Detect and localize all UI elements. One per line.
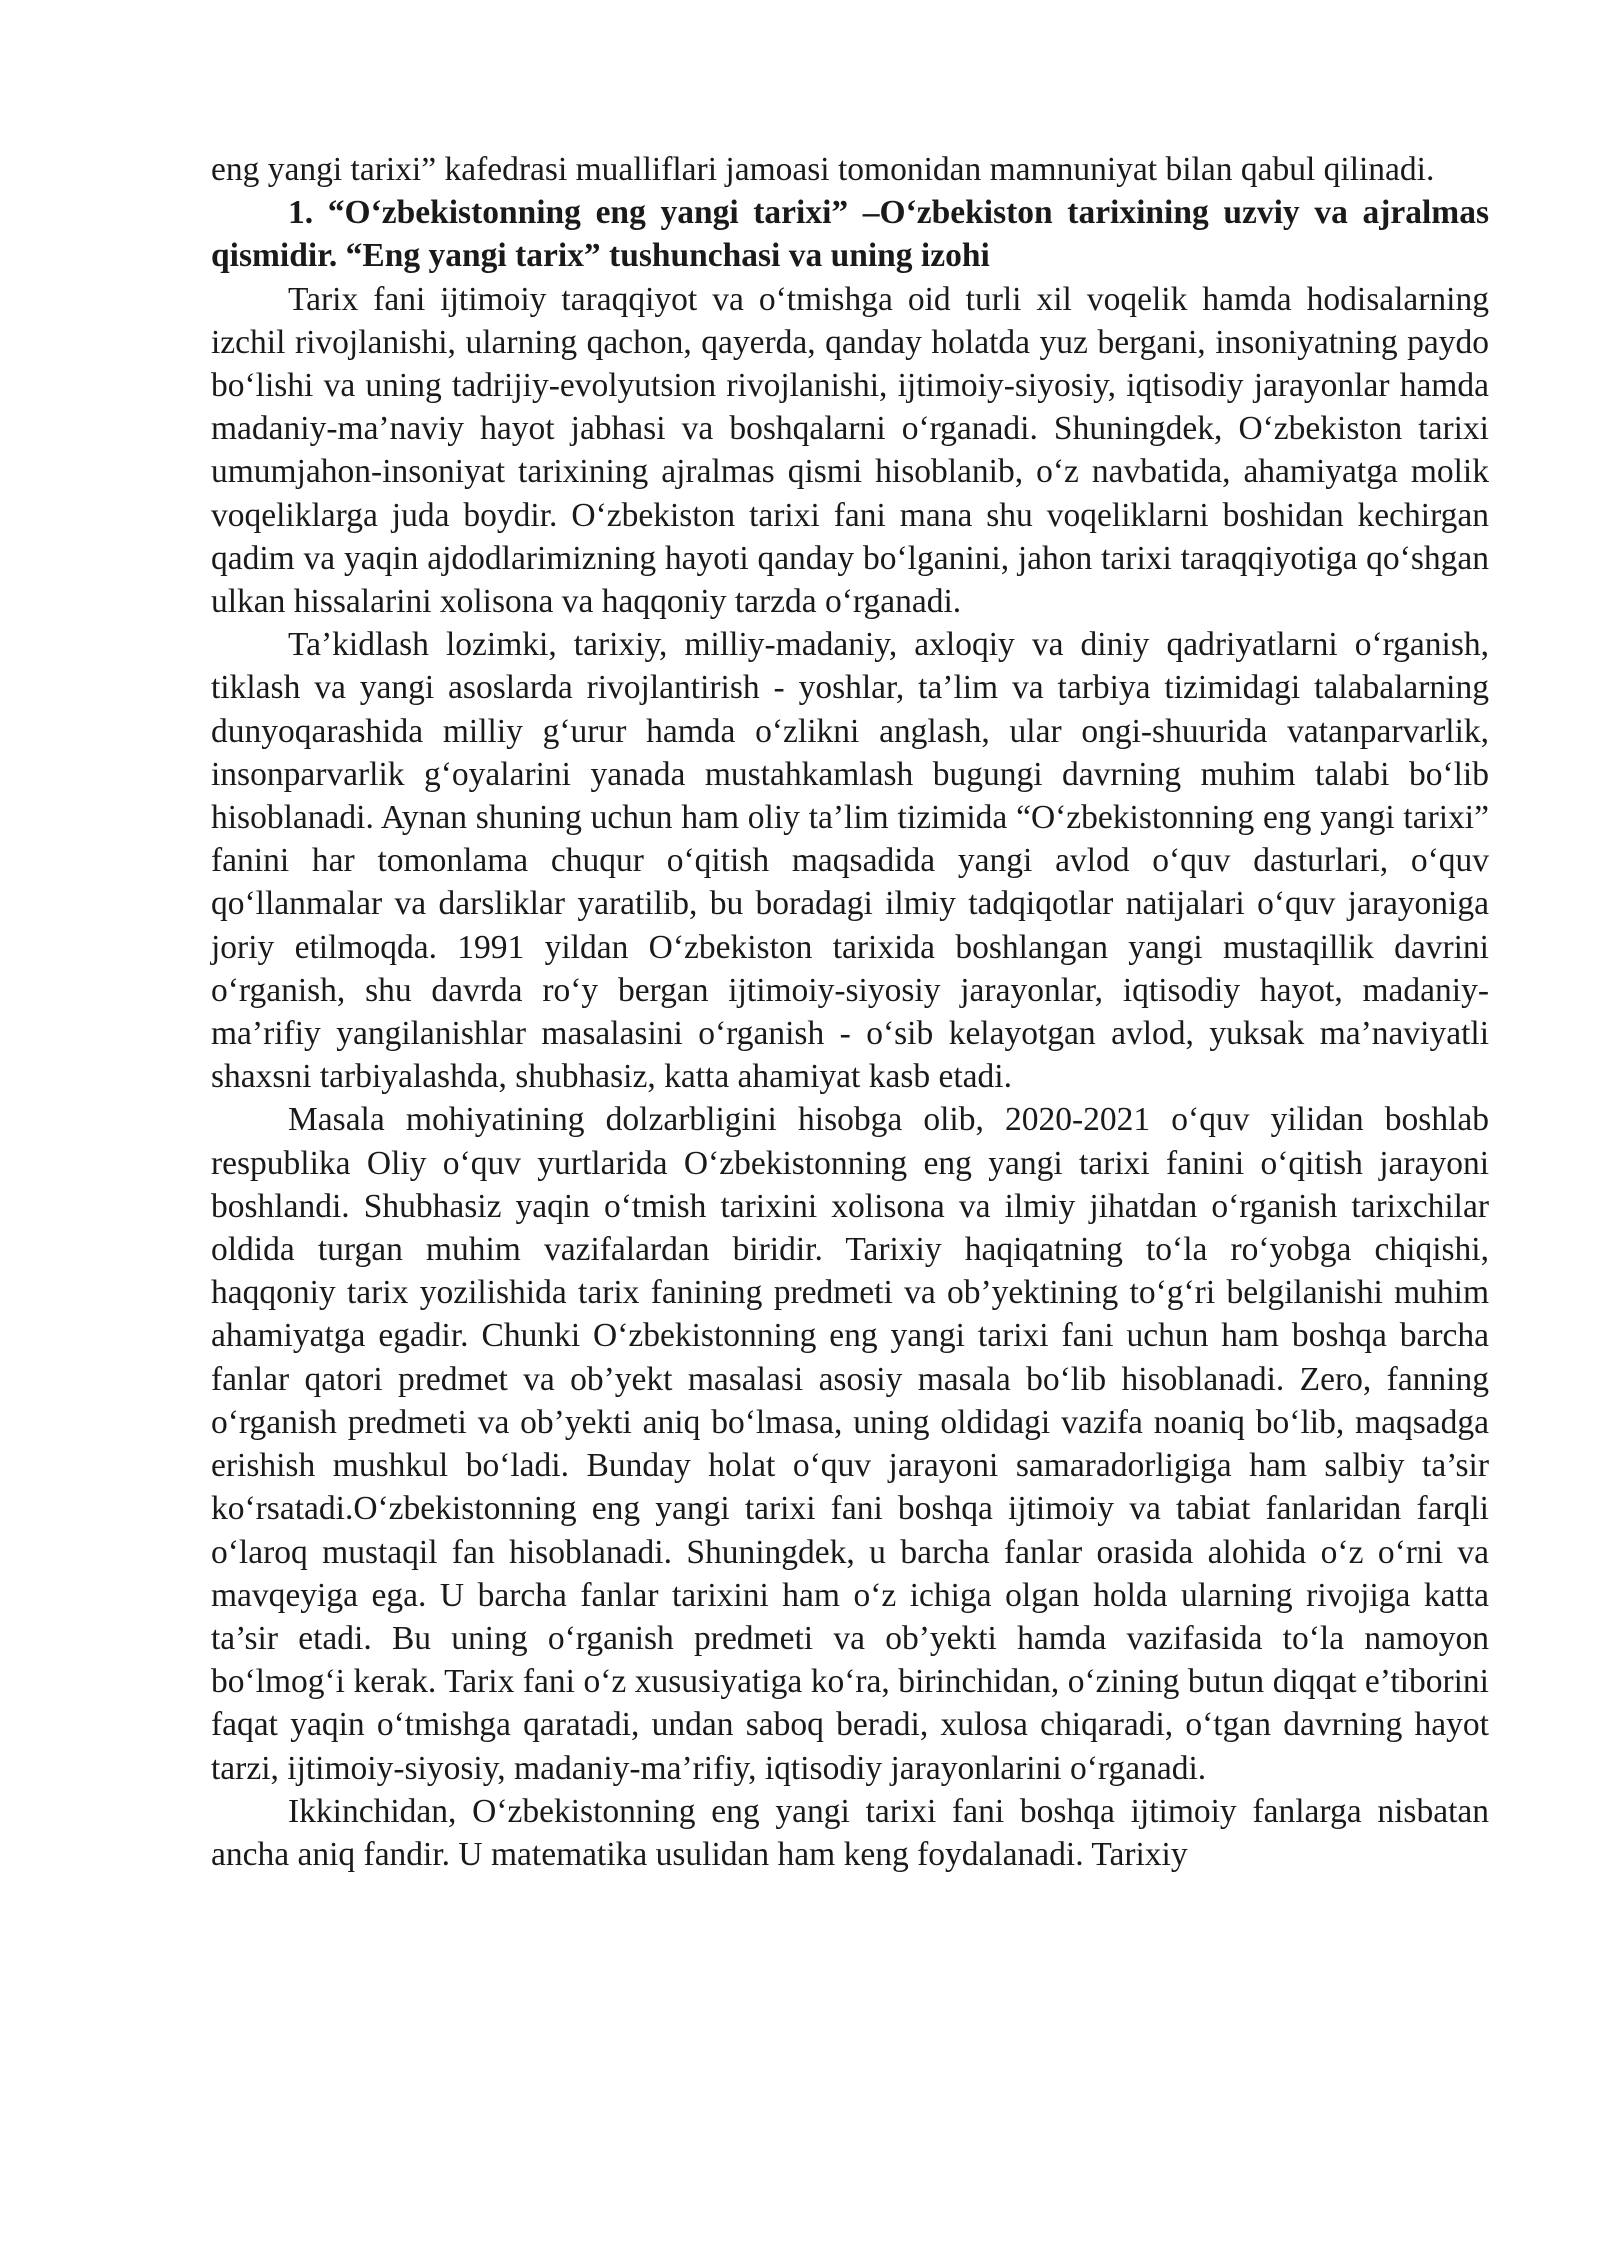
intro-paragraph: eng yangi tarixi” kafedrasi mualliflari jamoasi tomonidan mamnuniyat bilan qabul qilinadi. [211, 151, 1435, 188]
body-paragraph-3: Masala mohiyatining dolzarbligini hisobga olib, 2020-2021 o‘quv yilidan boshlab respublika Oliy o‘quv yurtlarida O‘zbekistonning eng yangi tarixi fanini o‘qitish jarayoni boshlandi. Shubhasiz yaqin o‘tmish tarixini xolisona va ilmiy jihatdan o‘rganish tarixchilar oldida turgan muhim vazifalardan biridir. Tarixiy haqiqatning to‘la ro‘yobga chiqishi, haqqoniy tarix yozilishida tarix fanining predmeti va ob’yektining to‘g‘ri belgilanishi muhim ahamiyatga egadir. Chunki O‘zbekistonning eng yangi tarixi fani uchun ham boshqa barcha fanlar qatori predmet va ob’yekt masalasi asosiy masala bo‘lib hisoblanadi. Zero, fanning o‘rganish predmeti va ob’yekti aniq bo‘lmasa, uning oldidagi vazifa noaniq bo‘lib, maqsadga erishish mushkul bo‘ladi. Bunday holat o‘quv jarayoni samaradorligiga ham salbiy ta’sir ko‘rsatadi.O‘zbekistonning eng yangi tarixi fani boshqa ijtimoiy va tabiat fanlaridan farqli o‘laroq mustaqil fan hisoblanadi. Shuningdek, u barcha fanlar orasida alohida o‘z o‘rni va mavqeyiga ega. U barcha fanlar tarixini ham o‘z ichiga olgan holda ularning rivojiga katta ta’sir etadi. Bu uning o‘rganish predmeti va ob’yekti hamda vazifasida to‘la namoyon bo‘lmog‘i kerak. Tarix fani o‘z xususiyatiga ko‘ra, birinchidan, o‘zining butun diqqat e’tiborini faqat yaqin o‘tmishga qaratadi, undan saboq beradi, xulosa chiqaradi, o‘tgan davrning hayot tarzi, ijtimoiy-siyosiy, madaniy-ma’rifiy, iqtisodiy jarayonlarini o‘rganadi. [211, 1101, 1489, 1787]
document-page [211, 148, 1489, 1876]
body-paragraph-2: Ta’kidlash lozimki, tarixiy, milliy-madaniy, axloqiy va diniy qadriyatlarni o‘rganish, tiklash va yangi asoslarda rivojlantirish - yoshlar, ta’lim va tarbiya tizimidagi talabalarning dunyoqarashida milliy g‘urur hamda o‘zlikni anglash, ular ongi-shuurida vatanparvarlik, insonparvarlik g‘oyalarini yanada mustahkamlash bugungi davrning muhim talabi bo‘lib hisoblanadi. Aynan shuning uchun ham oliy ta’lim tizimida “O‘zbekistonning eng yangi tarixi” fanini har tomonlama chuqur o‘qitish maqsadida yangi avlod o‘quv dasturlari, o‘quv qo‘llanmalar va darsliklar yaratilib, bu boradagi ilmiy tadqiqotlar natijalari o‘quv jarayoniga joriy etilmoqda. 1991 yildan O‘zbekiston tarixida boshlangan yangi mustaqillik davrini o‘rganish, shu davrda ro‘y bergan ijtimoiy-siyosiy jarayonlar, iqtisodiy hayot, madaniy-ma’rifiy yangilanishlar masalasini o‘rganish - o‘sib kelayotgan avlod, yuksak ma’naviyatli shaxsni tarbiyalashda, shubhasiz, katta ahamiyat kasb etadi. [211, 626, 1489, 1096]
body-paragraph-4: Ikkinchidan, O‘zbekistonning eng yangi tarixi fani boshqa ijtimoiy fanlarga nisbatan ancha aniq fandir. U matematika usulidan ham keng foydalanadi. Tarixiy [211, 1792, 1489, 1873]
section-heading: 1. “O‘zbekistonning eng yangi tarixi” –O‘zbekiston tarixining uzviy va ajralmas qismidir. “Eng yangi tarix” tushunchasi va uning izohi [211, 194, 1489, 275]
body-paragraph-1: Tarix fani ijtimoiy taraqqiyot va o‘tmishga oid turli xil voqelik hamda hodisalarning izchil rivojlanishi, ularning qachon, qayerda, qanday holatda yuz bergani, insoniyatning paydo bo‘lishi va uning tadrijiy-evolyutsion rivojlanishi, ijtimoiy-siyosiy, iqtisodiy jarayonlar hamda madaniy-ma’naviy hayot jabhasi va boshqalarni o‘rganadi. Shuningdek, O‘zbekiston tarixi umumjahon-insoniyat tarixining ajralmas qismi hisoblanib, o‘z navbatida, ahamiyatga molik voqeliklarga juda boydir. O‘zbekiston tarixi fani mana shu voqeliklarni boshidan kechirgan qadim va yaqin ajdodlarimizning hayoti qanday bo‘lganini, jahon tarixi taraqqiyotiga qo‘shgan ulkan hissalarini xolisona va haqqoniy tarzda o‘rganadi. [211, 280, 1489, 621]
